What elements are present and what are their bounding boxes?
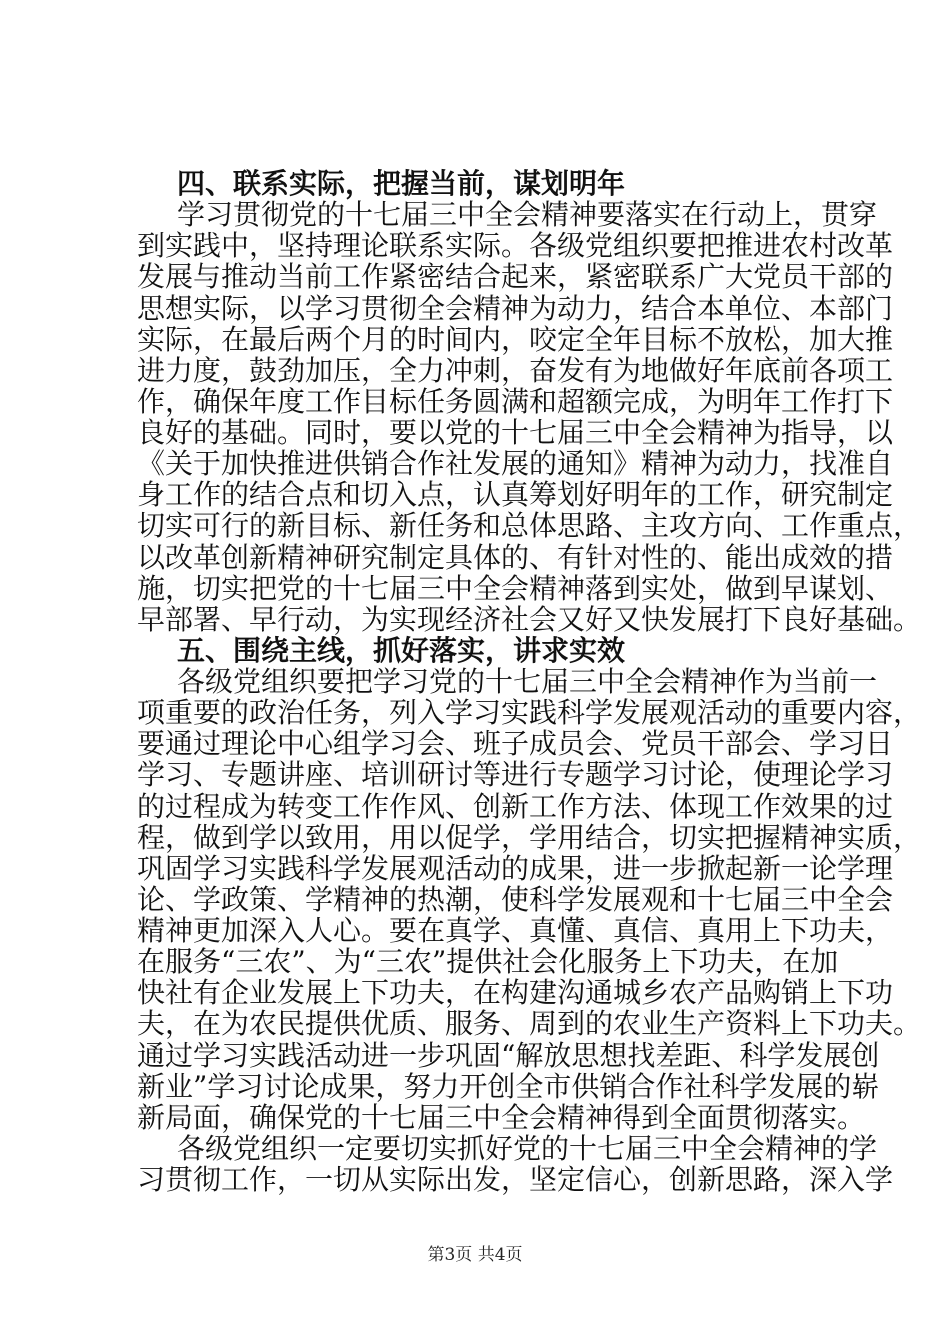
paragraph-line: 以改革创新精神研究制定具体的、有针对性的、能出成效的措 [137, 540, 894, 574]
paragraph-line: 进力度，鼓劲加压，全力冲刺，奋发有为地做好年底前各项工 [137, 353, 894, 387]
paragraph-line: 施，切实把党的十七届三中全会精神落到实处，做到早谋划、 [137, 571, 894, 605]
section-heading-4: 四、联系实际，把握当前，谋划明年 [177, 167, 626, 200]
paragraph-line: 到实践中，坚持理论联系实际。各级党组织要把推进农村改革 [137, 229, 894, 263]
paragraph-line: 各级党组织一定要切实抓好党的十七届三中全会精神的学 [177, 1131, 878, 1165]
paragraph-line: 夫，在为农民提供优质、服务、周到的农业生产资料上下功夫。 [137, 1007, 922, 1041]
paragraph-line: 《关于加快推进供销合作社发展的通知》精神为动力，找准自 [137, 447, 894, 481]
paragraph-line: 新局面，确保党的十七届三中全会精神得到全面贯彻落实。 [137, 1100, 866, 1134]
paragraph-line: 实际，在最后两个月的时间内，咬定全年目标不放松，加大推 [137, 322, 894, 356]
paragraph-line: 习贯彻工作，一切从实际出发，坚定信心，创新思路，深入学 [137, 1163, 894, 1196]
paragraph-line: 早部署、早行动，为实现经济社会又好又快发展打下良好基础。 [137, 602, 922, 636]
paragraph-line: 发展与推动当前工作紧密结合起来，紧密联系广大党员干部的 [137, 260, 894, 294]
paragraph-line: 良好的基础。同时，要以党的十七届三中全会精神为指导，以 [137, 416, 894, 449]
paragraph-line: 身工作的结合点和切入点，认真筹划好明年的工作，研究制定 [137, 478, 894, 512]
paragraph-line: 切实可行的新目标、新任务和总体思路、主攻方向、工作重点， [137, 509, 922, 543]
paragraph-line: 在服务“三农”、为“三农”提供社会化服务上下功夫，在加 [137, 945, 839, 979]
paragraph-line: 论、学政策、学精神的热潮，使科学发展观和十七届三中全会 [137, 882, 894, 916]
paragraph-line: 程，做到学以致用，用以促学，学用结合，切实把握精神实质， [137, 820, 922, 854]
section-heading-5: 五、围绕主线，抓好落实，讲求实效 [177, 633, 626, 667]
page-footer: 第3页 共4页 [427, 1245, 523, 1265]
paragraph-line: 快社有企业发展上下功夫，在构建沟通城乡农产品购销上下功 [137, 976, 894, 1010]
paragraph-line: 通过学习实践活动进一步巩固“解放思想找差距、科学发展创 [137, 1038, 880, 1072]
paragraph-line: 思想实际，以学习贯彻全会精神为动力，结合本单位、本部门 [137, 291, 894, 325]
paragraph-line: 作，确保年度工作目标任务圆满和超额完成，为明年工作打下 [137, 384, 894, 418]
paragraph-line: 精神更加深入人心。要在真学、真懂、真信、真用上下功夫， [137, 914, 894, 947]
paragraph-line: 要通过理论中心组学习会、班子成员会、党员干部会、学习日 [137, 727, 894, 761]
paragraph-line: 巩固学习实践科学发展观活动的成果，进一步掀起新一论学理 [137, 851, 894, 885]
paragraph-line: 项重要的政治任务，列入学习实践科学发展观活动的重要内容， [137, 696, 922, 730]
paragraph-line: 学习贯彻党的十七届三中全会精神要落实在行动上，贯穿 [177, 198, 878, 232]
paragraph-line: 各级党组织要把学习党的十七届三中全会精神作为当前一 [177, 665, 878, 698]
paragraph-line: 学习、专题讲座、培训研讨等进行专题学习讨论，使理论学习 [137, 758, 894, 792]
paragraph-line: 新业”学习讨论成果，努力开创全市供销合作社科学发展的崭 [137, 1069, 880, 1103]
paragraph-line: 的过程成为转变工作作风、创新工作方法、体现工作效果的过 [137, 789, 894, 823]
